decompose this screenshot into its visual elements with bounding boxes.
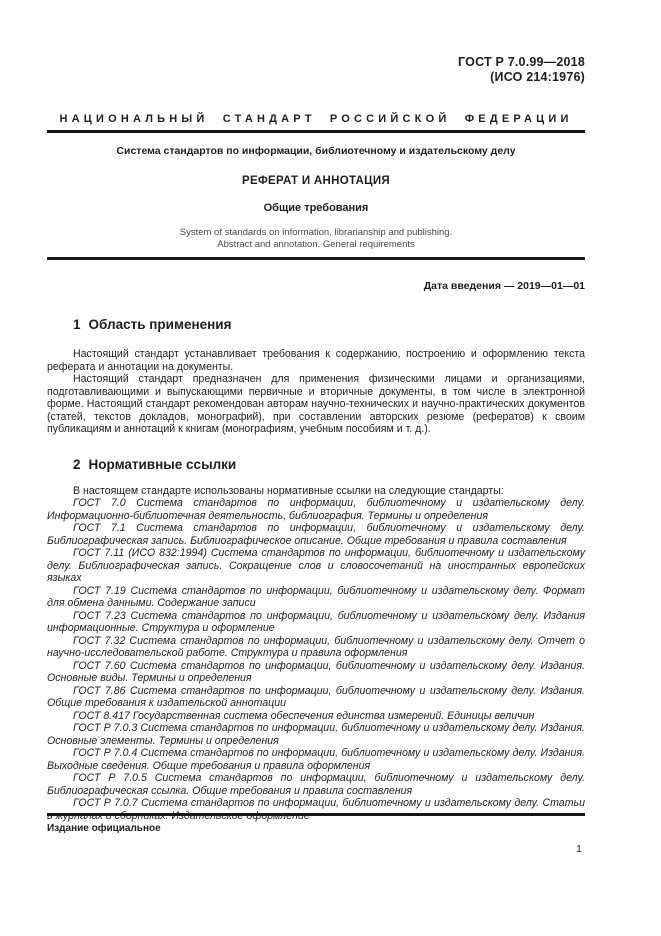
reference-item: ГОСТ Р 7.0.3 Система стандартов по информации, библиотечному и издательскому делу. Издания. Основные элементы. Термины и определения: [47, 722, 585, 747]
section-2-body: [47, 485, 585, 823]
series-title: Система стандартов по информации, библиотечному и издательскому делу: [116, 145, 516, 157]
references-intro: В настоящем стандарте использованы нормативные ссылки на следующие стандарты:: [73, 484, 504, 497]
reference-item: ГОСТ 7.1 Система стандартов по информации, библиотечному и издательскому делу. Библиографическая запись. Библиографическое описание. Общие требования и правила составления: [47, 522, 585, 547]
reference-item: ГОСТ Р 7.0.7 Система стандартов по информации, библиотечному и издательскому делу. Статьи в журналах и сборниках. Издательское оформление: [47, 797, 585, 822]
edition-note: Издание официальное: [47, 823, 161, 834]
reference-item: ГОСТ 7.60 Система стандартов по информации, библиотечному и издательскому делу. Издания. Основные виды. Термины и определения: [47, 659, 585, 684]
doc-iso-code: (ИСО 214:1976): [490, 70, 585, 84]
footer-rule: [47, 813, 585, 816]
paragraph: Настоящий стандарт устанавливает требования к содержанию, построению и оформлению текста реферата и аннотации на документы.: [47, 348, 585, 373]
section-1-title: Область применения: [88, 317, 232, 332]
doc-code-block: [47, 55, 585, 85]
reference-item: ГОСТ 7.19 Система стандартов по информации, библиотечному и издательскому делу. Формат для обмена данными. Содержание записи: [47, 584, 585, 609]
section-2-title: Нормативные ссылки: [88, 456, 237, 472]
section-1-heading: [47, 317, 585, 333]
section-2-heading: [47, 457, 585, 473]
divider-rule: [47, 257, 585, 260]
effective-date: Дата введения — 2019—01—01: [423, 280, 585, 292]
section-1-number: 1: [73, 317, 81, 332]
reference-item: ГОСТ 8.417 Государственная система обеспечения единства измерений. Единицы величин: [73, 709, 535, 722]
title-english: [47, 227, 585, 251]
document-title: РЕФЕРАТ И АННОТАЦИЯ: [242, 175, 390, 187]
reference-item: ГОСТ 7.32 Система стандартов по информации, библиотечному и издательскому делу. Отчет о научно-исследовательской работе. Структура и правила оформления: [47, 634, 585, 659]
doc-code: ГОСТ Р 7.0.99—2018: [458, 55, 585, 69]
title-english-line2: Abstract and annotation. General requirements: [217, 239, 415, 250]
page-number: 1: [576, 843, 582, 855]
reference-item: ГОСТ Р 7.0.5 Система стандартов по информации, библиотечному и издательскому делу. Библиографическая ссылка. Общие требования и правила составления: [47, 772, 585, 797]
reference-item: ГОСТ 7.23 Система стандартов по информации, библиотечному и издательскому делу. Издания информационные. Структура и оформление: [47, 609, 585, 634]
section-1-body: [47, 348, 585, 436]
paragraph: Настоящий стандарт предназначен для применения физическими лицами и организациями, подготавливающими и выпускающими первичные и вторичные документы, в том числе в электронной форме. Настоящий стандарт рекомендован авторам научно-технических и научно-практических документов (статей, текстов докладов, монографий), при составлении авторских резюме (рефератов) к своим публикациям и аннотаций к книгам (монографиям, учебным пособиям и т. д.).: [47, 373, 585, 435]
reference-item: ГОСТ 7.86 Система стандартов по информации, библиотечному и издательскому делу. Издания. Общие требования к издательской аннотации: [47, 684, 585, 709]
reference-item: ГОСТ Р 7.0.4 Система стандартов по информации, библиотечному и издательскому делу. Издания. Выходные сведения. Общие требования и правила оформления: [47, 747, 585, 772]
document-subtitle: Общие требования: [263, 202, 369, 214]
reference-item: ГОСТ 7.0 Система стандартов по информации, библиотечному и издательскому делу. Информационно-библиотечная деятельность, библиография. Термины и определения: [47, 497, 585, 522]
reference-item: ГОСТ 7.11 (ИСО 832:1994) Система стандартов по информации, библиотечному и издательскому делу. Библиографическая запись. Сокращение слов и словосочетаний на иностранных европейских языках: [47, 547, 585, 584]
title-english-line1: System of standards on information, librarianship and publishing.: [179, 227, 453, 238]
national-standard-banner: НАЦИОНАЛЬНЫЙ СТАНДАРТ РОССИЙСКОЙ ФЕДЕРАЦИИ: [47, 113, 585, 133]
section-2-number: 2: [73, 456, 81, 472]
